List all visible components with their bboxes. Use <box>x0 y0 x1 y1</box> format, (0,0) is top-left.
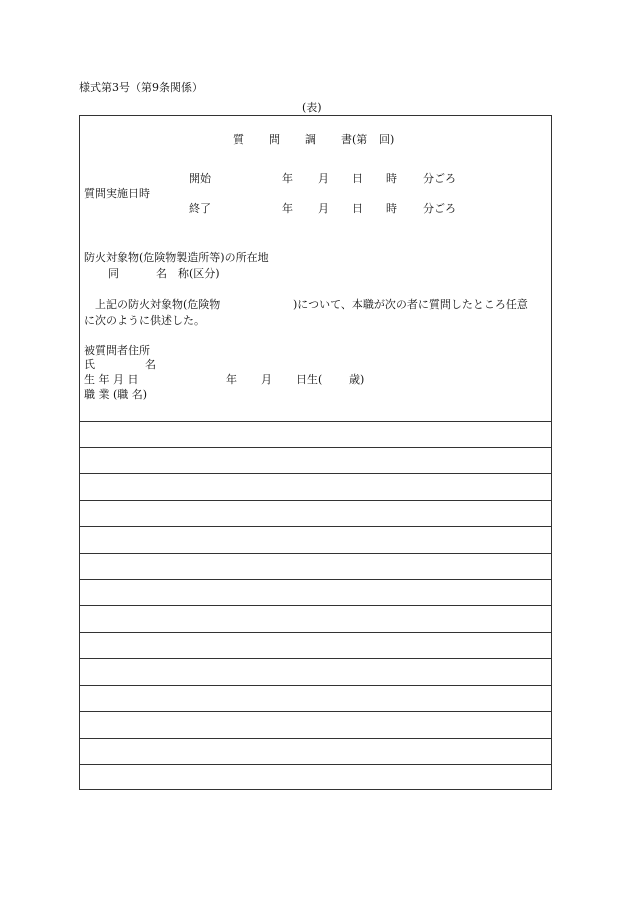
person-age: 歳) <box>349 373 365 386</box>
person-address-label: 被質問者住所 <box>84 344 150 357</box>
writing-line <box>79 526 552 527</box>
end-year: 年 <box>282 202 293 215</box>
writing-line <box>79 605 552 606</box>
start-label: 開始 <box>189 172 211 185</box>
target-name-char-1: 同 <box>108 267 119 280</box>
person-birth-day: 日生( <box>296 373 323 386</box>
title-char-4: 書(第 <box>341 133 368 146</box>
writing-line <box>79 473 552 474</box>
person-birth-year: 年 <box>226 373 237 386</box>
writing-line <box>79 711 552 712</box>
person-birth-label: 生 年 月 日 <box>84 373 139 386</box>
datetime-label: 質問実施日時 <box>84 187 150 200</box>
title-char-5: 回) <box>379 133 395 146</box>
start-minute: 分ごろ <box>423 172 456 185</box>
title-char-2: 問 <box>269 133 280 146</box>
target-location-label: 防火対象物(危険物製造所等)の所在地 <box>84 251 269 264</box>
writing-line <box>79 579 552 580</box>
statement-line-1b: )について、本職が次の者に質問したところ任意 <box>293 298 528 311</box>
writing-line <box>79 553 552 554</box>
form-number: 様式第3号（第9条関係） <box>79 81 203 94</box>
statement-line-1a: 上記の防火対象物(危険物 <box>95 298 221 311</box>
form-box <box>79 115 552 790</box>
end-hour: 時 <box>386 202 397 215</box>
title-char-1: 質 <box>233 133 244 146</box>
writing-line <box>79 632 552 633</box>
writing-line <box>79 685 552 686</box>
writing-line <box>79 738 552 739</box>
target-name-char-2: 名 <box>156 267 167 280</box>
end-label: 終了 <box>189 202 211 215</box>
writing-line <box>79 764 552 765</box>
side-label: (表) <box>302 101 322 114</box>
person-name-char-1: 氏 <box>84 358 95 371</box>
writing-line <box>79 447 552 448</box>
statement-line-2: に次のように供述した。 <box>84 314 205 327</box>
writing-line <box>79 421 552 422</box>
writing-line <box>79 500 552 501</box>
person-occupation-label: 職 業 (職 名) <box>84 388 148 401</box>
start-month: 月 <box>318 172 329 185</box>
end-day: 日 <box>352 202 363 215</box>
person-name-char-2: 名 <box>145 358 156 371</box>
start-day: 日 <box>352 172 363 185</box>
start-year: 年 <box>282 172 293 185</box>
end-minute: 分ごろ <box>423 202 456 215</box>
title-char-3: 調 <box>305 133 316 146</box>
end-month: 月 <box>318 202 329 215</box>
start-hour: 時 <box>386 172 397 185</box>
writing-line <box>79 658 552 659</box>
target-name-char-3: 称(区分) <box>178 267 220 280</box>
person-birth-month: 月 <box>261 373 272 386</box>
